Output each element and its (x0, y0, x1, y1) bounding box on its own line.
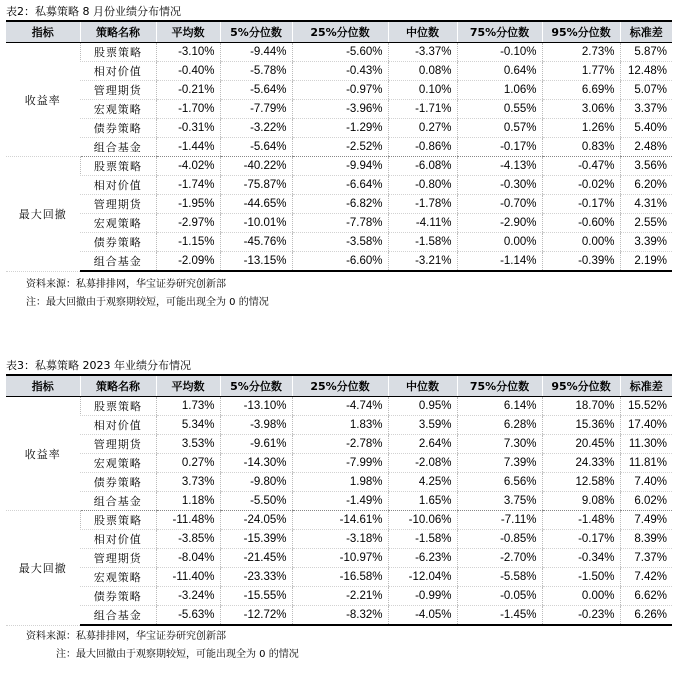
value-cell: -7.78% (292, 214, 388, 233)
strategy-name: 宏观策略 (80, 454, 156, 473)
value-cell: 1.18% (156, 492, 220, 511)
value-cell: -5.60% (292, 43, 388, 62)
value-cell: -2.97% (156, 214, 220, 233)
column-header: 策略名称 (80, 21, 156, 43)
value-cell: -10.97% (292, 549, 388, 568)
footnote: 注：最大回撤由于观察期较短，可能出现全为 0 的情况 (56, 649, 299, 660)
column-header: 中位数 (388, 375, 457, 397)
value-cell: -2.09% (156, 252, 220, 272)
value-cell: -11.40% (156, 568, 220, 587)
value-cell: 7.37% (620, 549, 672, 568)
value-cell: -1.58% (388, 233, 457, 252)
strategy-name: 宏观策略 (80, 568, 156, 587)
table-row (6, 62, 672, 81)
column-header: 5%分位数 (220, 21, 292, 43)
value-cell: -2.21% (292, 587, 388, 606)
value-cell: 6.14% (457, 397, 542, 416)
value-cell: 1.06% (457, 81, 542, 100)
value-cell: -9.44% (220, 43, 292, 62)
value-cell: 7.39% (457, 454, 542, 473)
value-cell: -2.52% (292, 138, 388, 157)
metric-label: 收益率 (6, 397, 80, 511)
value-cell: 3.53% (156, 435, 220, 454)
metric-label: 最大回撤 (6, 511, 80, 626)
strategy-name: 相对价值 (80, 62, 156, 81)
strategy-name: 股票策略 (80, 43, 156, 62)
value-cell: -1.71% (388, 100, 457, 119)
value-cell: -15.55% (220, 587, 292, 606)
value-cell: -6.08% (388, 157, 457, 176)
value-cell: -23.33% (220, 568, 292, 587)
table-row (6, 43, 672, 62)
value-cell: -12.04% (388, 568, 457, 587)
value-cell: -3.22% (220, 119, 292, 138)
strategy-name: 组合基金 (80, 252, 156, 272)
table-row (6, 435, 672, 454)
value-cell: 0.10% (388, 81, 457, 100)
value-cell: -7.79% (220, 100, 292, 119)
value-cell: -3.58% (292, 233, 388, 252)
value-cell: -8.32% (292, 606, 388, 626)
column-header: 标准差 (620, 21, 672, 43)
table-title: 表2：私募策略 8 月份业绩分布情况 (6, 5, 181, 18)
value-cell: 20.45% (542, 435, 620, 454)
value-cell: -0.85% (457, 530, 542, 549)
value-cell: -3.96% (292, 100, 388, 119)
value-cell: -0.47% (542, 157, 620, 176)
table-row (6, 606, 672, 626)
source-note: 资料来源：私募排排网，华宝证券研究创新部 (26, 631, 226, 642)
value-cell: 17.40% (620, 416, 672, 435)
table-row (6, 473, 672, 492)
value-cell: -15.39% (220, 530, 292, 549)
value-cell: -16.58% (292, 568, 388, 587)
value-cell: 11.81% (620, 454, 672, 473)
table-row (6, 81, 672, 100)
table-row (6, 568, 672, 587)
value-cell: -1.15% (156, 233, 220, 252)
value-cell: -2.90% (457, 214, 542, 233)
value-cell: 3.56% (620, 157, 672, 176)
value-cell: 6.20% (620, 176, 672, 195)
value-cell: 6.56% (457, 473, 542, 492)
value-cell: 4.25% (388, 473, 457, 492)
value-cell: 15.52% (620, 397, 672, 416)
table-row (6, 119, 672, 138)
value-cell: 5.87% (620, 43, 672, 62)
value-cell: -1.29% (292, 119, 388, 138)
value-cell: -0.86% (388, 138, 457, 157)
strategy-name: 债券策略 (80, 473, 156, 492)
value-cell: -1.58% (388, 530, 457, 549)
value-cell: 0.08% (388, 62, 457, 81)
value-cell: -40.22% (220, 157, 292, 176)
column-header: 指标 (6, 21, 80, 43)
value-cell: 0.55% (457, 100, 542, 119)
table-row (6, 100, 672, 119)
value-cell: 0.83% (542, 138, 620, 157)
value-cell: 5.34% (156, 416, 220, 435)
table-row (6, 195, 672, 214)
value-cell: -24.05% (220, 511, 292, 530)
value-cell: 0.00% (542, 233, 620, 252)
metric-label: 最大回撤 (6, 157, 80, 272)
strategy-name: 股票策略 (80, 397, 156, 416)
value-cell: -44.65% (220, 195, 292, 214)
table-row (6, 233, 672, 252)
value-cell: 1.77% (542, 62, 620, 81)
value-cell: -4.74% (292, 397, 388, 416)
value-cell: -1.70% (156, 100, 220, 119)
value-cell: 6.26% (620, 606, 672, 626)
value-cell: -0.23% (542, 606, 620, 626)
value-cell: 2.48% (620, 138, 672, 157)
value-cell: -1.44% (156, 138, 220, 157)
value-cell: -75.87% (220, 176, 292, 195)
strategy-name: 宏观策略 (80, 100, 156, 119)
column-header: 策略名称 (80, 375, 156, 397)
value-cell: -2.70% (457, 549, 542, 568)
column-header: 75%分位数 (457, 375, 542, 397)
value-cell: -1.95% (156, 195, 220, 214)
strategy-name: 债券策略 (80, 587, 156, 606)
strategy-name: 组合基金 (80, 492, 156, 511)
value-cell: -5.78% (220, 62, 292, 81)
column-header: 95%分位数 (542, 21, 620, 43)
value-cell: -1.74% (156, 176, 220, 195)
value-cell: -3.98% (220, 416, 292, 435)
value-cell: -0.02% (542, 176, 620, 195)
value-cell: 2.19% (620, 252, 672, 272)
value-cell: -45.76% (220, 233, 292, 252)
value-cell: -0.30% (457, 176, 542, 195)
value-cell: 7.30% (457, 435, 542, 454)
strategy-name: 债券策略 (80, 119, 156, 138)
value-cell: 1.65% (388, 492, 457, 511)
value-cell: -10.01% (220, 214, 292, 233)
value-cell: -3.37% (388, 43, 457, 62)
table-row (6, 587, 672, 606)
table-row (6, 138, 672, 157)
value-cell: 5.07% (620, 81, 672, 100)
value-cell: 6.62% (620, 587, 672, 606)
value-cell: 6.02% (620, 492, 672, 511)
value-cell: 0.64% (457, 62, 542, 81)
table-row (6, 157, 672, 176)
value-cell: -6.23% (388, 549, 457, 568)
strategy-name: 相对价值 (80, 176, 156, 195)
value-cell: 12.48% (620, 62, 672, 81)
table-row (6, 530, 672, 549)
column-header: 中位数 (388, 21, 457, 43)
source-note: 资料来源：私募排排网，华宝证券研究创新部 (26, 279, 226, 290)
value-cell: 0.27% (388, 119, 457, 138)
value-cell: 0.95% (388, 397, 457, 416)
column-header: 25%分位数 (292, 21, 388, 43)
value-cell: -5.64% (220, 138, 292, 157)
strategy-name: 管理期货 (80, 81, 156, 100)
value-cell: 6.69% (542, 81, 620, 100)
performance-table (6, 20, 672, 272)
value-cell: -21.45% (220, 549, 292, 568)
value-cell: 3.37% (620, 100, 672, 119)
value-cell: -6.82% (292, 195, 388, 214)
table-row (6, 549, 672, 568)
strategy-name: 股票策略 (80, 511, 156, 530)
value-cell: -0.17% (542, 530, 620, 549)
table-title: 表3：私募策略 2023 年业绩分布情况 (6, 359, 191, 372)
value-cell: 15.36% (542, 416, 620, 435)
strategy-name: 管理期货 (80, 195, 156, 214)
value-cell: 0.00% (457, 233, 542, 252)
value-cell: -5.58% (457, 568, 542, 587)
strategy-name: 债券策略 (80, 233, 156, 252)
value-cell: -11.48% (156, 511, 220, 530)
value-cell: -13.10% (220, 397, 292, 416)
value-cell: 3.59% (388, 416, 457, 435)
strategy-name: 管理期货 (80, 435, 156, 454)
value-cell: -1.45% (457, 606, 542, 626)
value-cell: 5.40% (620, 119, 672, 138)
column-header: 75%分位数 (457, 21, 542, 43)
value-cell: -3.21% (388, 252, 457, 272)
value-cell: -8.04% (156, 549, 220, 568)
value-cell: -0.97% (292, 81, 388, 100)
value-cell: 3.06% (542, 100, 620, 119)
value-cell: -0.80% (388, 176, 457, 195)
table-row (6, 214, 672, 233)
value-cell: -4.05% (388, 606, 457, 626)
value-cell: 1.83% (292, 416, 388, 435)
value-cell: -0.43% (292, 62, 388, 81)
value-cell: -13.15% (220, 252, 292, 272)
value-cell: -0.17% (542, 195, 620, 214)
value-cell: -3.85% (156, 530, 220, 549)
strategy-name: 组合基金 (80, 606, 156, 626)
strategy-name: 管理期货 (80, 549, 156, 568)
value-cell: -4.11% (388, 214, 457, 233)
column-header: 标准差 (620, 375, 672, 397)
footnote: 注：最大回撤由于观察期较短，可能出现全为 0 的情况 (26, 297, 269, 308)
value-cell: -4.13% (457, 157, 542, 176)
strategy-name: 相对价值 (80, 530, 156, 549)
table-row (6, 416, 672, 435)
value-cell: -1.50% (542, 568, 620, 587)
performance-table (6, 374, 672, 626)
strategy-name: 组合基金 (80, 138, 156, 157)
value-cell: -0.05% (457, 587, 542, 606)
table2-block (6, 4, 672, 312)
value-cell: 18.70% (542, 397, 620, 416)
column-header: 5%分位数 (220, 375, 292, 397)
value-cell: 6.28% (457, 416, 542, 435)
value-cell: 2.64% (388, 435, 457, 454)
value-cell: -10.06% (388, 511, 457, 530)
value-cell: -9.94% (292, 157, 388, 176)
value-cell: 8.39% (620, 530, 672, 549)
value-cell: -0.70% (457, 195, 542, 214)
value-cell: -1.48% (542, 511, 620, 530)
value-cell: -14.61% (292, 511, 388, 530)
column-header: 平均数 (156, 21, 220, 43)
table-row (6, 176, 672, 195)
value-cell: 0.00% (542, 587, 620, 606)
value-cell: -5.50% (220, 492, 292, 511)
strategy-name: 相对价值 (80, 416, 156, 435)
value-cell: -0.39% (542, 252, 620, 272)
header-row (6, 21, 672, 43)
value-cell: -1.14% (457, 252, 542, 272)
column-header: 平均数 (156, 375, 220, 397)
value-cell: 9.08% (542, 492, 620, 511)
value-cell: -3.18% (292, 530, 388, 549)
table-row (6, 252, 672, 272)
value-cell: -0.60% (542, 214, 620, 233)
value-cell: -2.08% (388, 454, 457, 473)
value-cell: -4.02% (156, 157, 220, 176)
value-cell: 12.58% (542, 473, 620, 492)
value-cell: -7.99% (292, 454, 388, 473)
table-row (6, 492, 672, 511)
strategy-name: 股票策略 (80, 157, 156, 176)
value-cell: -0.10% (457, 43, 542, 62)
strategy-name: 宏观策略 (80, 214, 156, 233)
value-cell: 1.26% (542, 119, 620, 138)
value-cell: -9.80% (220, 473, 292, 492)
value-cell: -6.64% (292, 176, 388, 195)
value-cell: 4.31% (620, 195, 672, 214)
value-cell: -0.34% (542, 549, 620, 568)
value-cell: -0.17% (457, 138, 542, 157)
table3-block (6, 358, 672, 664)
header-row (6, 375, 672, 397)
value-cell: 3.73% (156, 473, 220, 492)
value-cell: 1.98% (292, 473, 388, 492)
value-cell: 7.49% (620, 511, 672, 530)
value-cell: -0.31% (156, 119, 220, 138)
value-cell: 2.73% (542, 43, 620, 62)
value-cell: -2.78% (292, 435, 388, 454)
value-cell: 11.30% (620, 435, 672, 454)
value-cell: 3.75% (457, 492, 542, 511)
value-cell: -1.78% (388, 195, 457, 214)
value-cell: 2.55% (620, 214, 672, 233)
value-cell: -0.21% (156, 81, 220, 100)
value-cell: 0.27% (156, 454, 220, 473)
value-cell: -0.99% (388, 587, 457, 606)
value-cell: 7.40% (620, 473, 672, 492)
value-cell: -1.49% (292, 492, 388, 511)
value-cell: -7.11% (457, 511, 542, 530)
value-cell: -5.63% (156, 606, 220, 626)
value-cell: -9.61% (220, 435, 292, 454)
value-cell: 24.33% (542, 454, 620, 473)
table-row (6, 454, 672, 473)
column-header: 25%分位数 (292, 375, 388, 397)
value-cell: 3.39% (620, 233, 672, 252)
value-cell: 1.73% (156, 397, 220, 416)
column-header: 95%分位数 (542, 375, 620, 397)
column-header: 指标 (6, 375, 80, 397)
value-cell: -3.10% (156, 43, 220, 62)
value-cell: -3.24% (156, 587, 220, 606)
value-cell: -0.40% (156, 62, 220, 81)
table-row (6, 397, 672, 416)
value-cell: 7.42% (620, 568, 672, 587)
value-cell: -5.64% (220, 81, 292, 100)
value-cell: -6.60% (292, 252, 388, 272)
value-cell: 0.57% (457, 119, 542, 138)
table-row (6, 511, 672, 530)
value-cell: -12.72% (220, 606, 292, 626)
value-cell: -14.30% (220, 454, 292, 473)
metric-label: 收益率 (6, 43, 80, 157)
